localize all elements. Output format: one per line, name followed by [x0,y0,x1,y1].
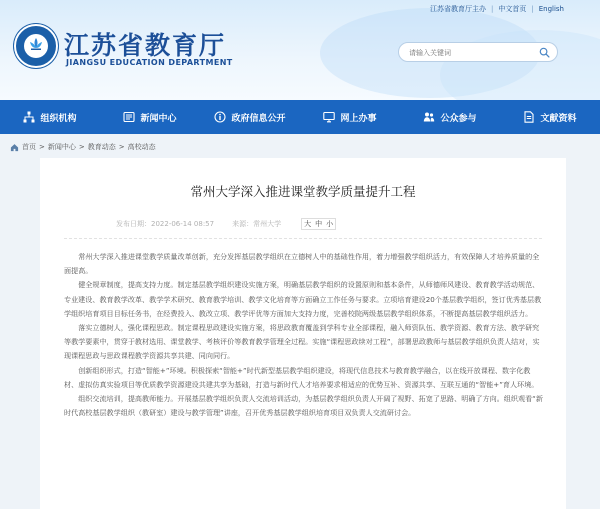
nav-item-documents[interactable] [500,100,600,134]
top-links: 江苏省教育厅主办 | 中文首页 | English [430,5,564,13]
article-paragraph: 组织交流培训，提高教师能力。开展基层教学组织负责人交流培训活动，为基层教学组织负责人开阔了视野、拓宽了思路、明确了方向。组织观看“新时代高校基层教学组织（教研室）建设与教学管理”讲座，召开优秀基层教学组织培育项目双负责人交流研讨会。 [64,394,543,418]
breadcrumb-university-news[interactable]: 高校动态 [127,143,156,151]
document-icon [523,111,535,123]
search-input[interactable] [409,47,529,59]
nav-label: 公众参与 [440,113,477,124]
article-card [40,158,566,509]
org-icon [23,111,35,123]
people-icon [423,111,435,123]
font-size-switcher [301,218,336,230]
nav-label: 组织机构 [40,113,77,124]
article-paragraph: 常州大学深入推进课堂教学质量改革创新，充分发挥基层教学组织在立德树人中的基础性作用，着力增强教学组织活力，有效保障人才培养质量的全面提高。 [64,252,540,276]
monitor-icon [323,111,335,123]
nav-label: 网上办事 [340,113,377,124]
nav-item-organization[interactable] [0,100,100,134]
search-icon[interactable] [539,47,550,58]
article-body [64,250,544,420]
nav-label: 政府信息公开 [231,113,286,124]
top-link-english[interactable]: English [538,5,564,13]
article-source: 来源：常州大学 [232,220,282,228]
main-nav [0,100,600,134]
news-icon [123,111,135,123]
nav-item-public-participation[interactable] [400,100,500,134]
article-meta [116,218,354,230]
breadcrumb: 首页 > 新闻中心 > 教育动态 > 高校动态 [10,142,156,152]
nav-item-online-service[interactable] [300,100,400,134]
nav-label: 新闻中心 [140,113,177,124]
flower-icon [28,37,44,51]
font-size-medium[interactable]: 中 [315,220,323,228]
nav-label: 文献资料 [540,113,577,124]
top-link-host: 江苏省教育厅主办 [430,5,486,13]
top-link-chinese[interactable]: 中文首页 [498,5,527,13]
info-icon [214,111,226,123]
font-size-small[interactable]: 小 [326,220,334,228]
article-paragraph: 创新组织形式，打造“智能+”环境。积极探索“智能+”时代新型基层教学组织建设，将现代信息技术与教育教学融合，以在线开放课程、数字化教材、虚拟仿真实验项目等优质教学资源建设共建共享为基础，打造与新时代人才培养要求相适应的优势互补、资源共享、互联互通的“智能+”育人环境。 [64,365,539,389]
breadcrumb-home[interactable]: 首页 [22,143,36,151]
site-logo[interactable] [14,24,58,68]
publish-date: 发布日期：2022-06-14 08:57 [116,220,215,228]
site-subtitle: JIANGSU EDUCATION DEPARTMENT [66,58,233,67]
site-title: 江苏省教育厅 [64,31,227,60]
article-paragraph: 落实立德树人，强化课程思政。制定课程思政建设实施方案，将思政教育覆盖到学科专业全部课程，融入师资队伍、教学资源、教育方法、教学研究等教学要素中，贯穿于教材选用、课堂教学、考核评价等教育教学管理全过程。实施“课程思政续对工程”，部署思政教师与基层教学组织负责人结对，实现课程思政与思政课程教学资源共享共建、同向同行。 [64,323,540,361]
site-header [0,0,600,100]
font-size-large[interactable]: 大 [304,220,312,228]
nav-item-news[interactable] [100,100,200,134]
breadcrumb-education-news[interactable]: 教育动态 [87,143,116,151]
search-box [398,42,558,62]
article-paragraph: 健全规章制度，提高支持力度。制定基层教学组织建设实施方案，明确基层教学组织的设置原则和基本条件，从师德师风建设、教育教学活动规范、专业建设、教育教学改革、教学学术研究、教育教学培训、教学文化培育等方面确立工作任务与要求。立项培育建设20个基层教学组织，签订优秀基层教学组织培育项目目标任务书，在经费投入、教改立项、教学评优等方面加大支持力度，完善校院两级基层教学组织体系，不断提高基层教学组织活力。 [64,280,542,318]
article-title: 常州大学深入推进课堂教学质量提升工程 [190,184,416,199]
breadcrumb-news[interactable]: 新闻中心 [47,143,76,151]
divider [64,238,542,239]
nav-item-gov-info[interactable] [200,100,300,134]
home-icon [10,143,19,152]
